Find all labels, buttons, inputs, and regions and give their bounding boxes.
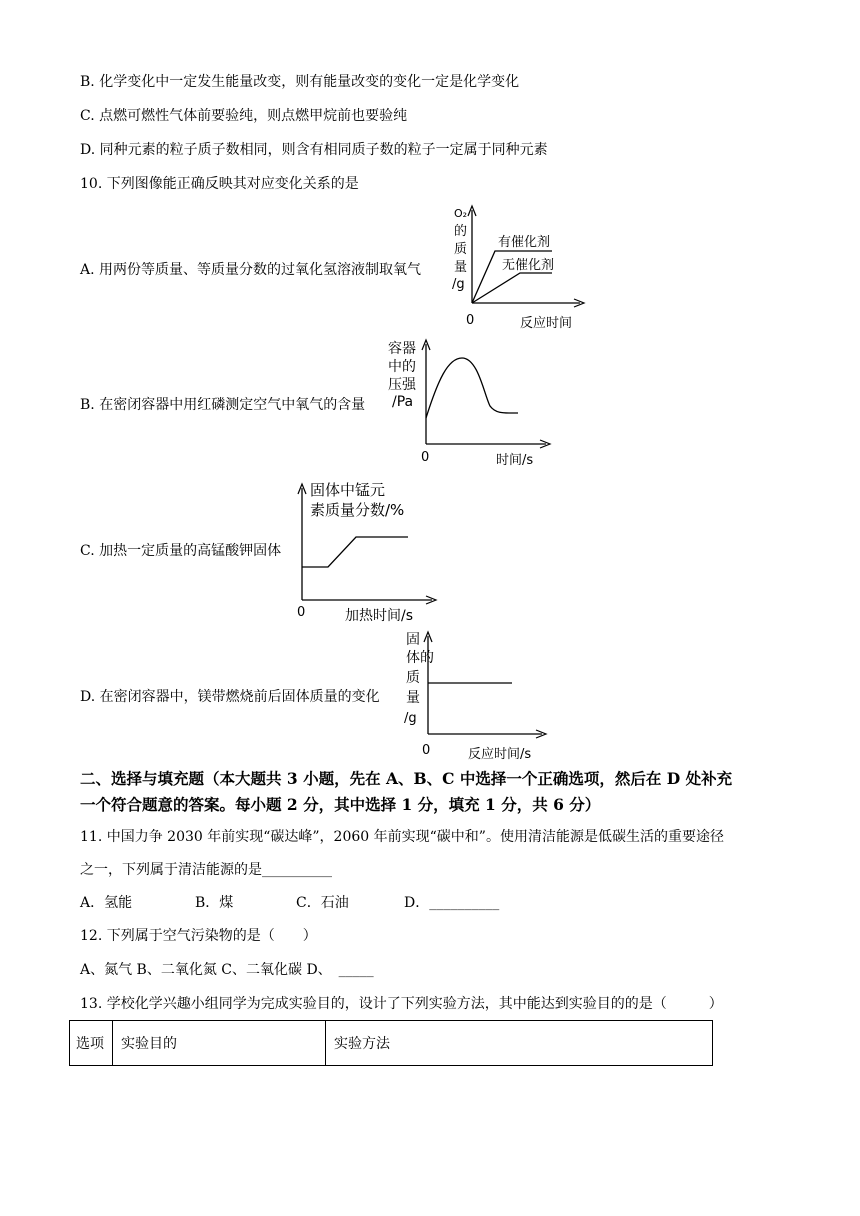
graph-c-ylabel-1: 固体中锰元 <box>310 481 386 499</box>
graph-c-origin: 0 <box>297 605 306 620</box>
q11-stem-line1: 11. 中国力争 2030 年前实现“碳达峰”，2060 年前实现“碳中和”。使用清洁能源是低碳生活的重要途径 <box>80 829 724 845</box>
q12-options: A、氮气 B、二氧化氮 C、二氧化碳 D、 _____ <box>80 962 374 978</box>
q9-option-d: D. 同种元素的粒子质子数相同，则含有相同质子数的粒子一定属于同种元素 <box>80 142 548 158</box>
q11-option-c: C．石油 <box>296 895 349 911</box>
graph-d-ylabel-4: 量 <box>406 690 420 706</box>
graph-b-origin: 0 <box>421 450 430 465</box>
q13-table <box>69 1020 713 1066</box>
q11-option-b: B．煤 <box>195 895 234 911</box>
q9-option-c: C. 点燃可燃性气体前要验纯，则点燃甲烷前也要验纯 <box>80 108 408 124</box>
graph-d-xlabel: 反应时间/s <box>468 747 532 762</box>
graph-a-curve-no-catalyst <box>472 273 552 303</box>
q10-option-b: B. 在密闭容器中用红磷测定空气中氧气的含量 <box>80 397 366 413</box>
q10-graph-b <box>386 336 556 475</box>
graph-a-xlabel: 反应时间 <box>520 316 573 331</box>
q10-option-c: C. 加热一定质量的高锰酸钾固体 <box>80 543 282 559</box>
q11-stem-line2: 之一，下列属于清洁能源的是__________ <box>80 862 332 878</box>
graph-d-ylabel-5: /g <box>404 711 417 726</box>
q12-stem: 12. 下列属于空气污染物的是（ ） <box>80 928 317 944</box>
q10-graph-a <box>440 202 590 336</box>
section2-heading-line1: 二、选择与填充题（本大题共 3 小题，先在 A、B、C 中选择一个正确选项，然后在 D 处补充 <box>80 769 733 788</box>
graph-b-xlabel: 时间/s <box>496 453 534 468</box>
graph-b-ylabel-1: 容器 <box>388 341 416 357</box>
graph-d-origin: 0 <box>422 743 431 758</box>
graph-b-pressure-curve <box>426 358 518 418</box>
q10-option-d: D. 在密闭容器中，镁带燃烧前后固体质量的变化 <box>80 689 380 705</box>
q11-option-a: A．氢能 <box>80 895 133 911</box>
q13-stem: 13. 学校化学兴趣小组同学为完成实验目的，设计了下列实验方法，其中能达到实验目的的是（ ） <box>80 996 723 1012</box>
graph-a-curve2-label: 无催化剂 <box>502 258 555 273</box>
table-header-method: 实验方法 <box>326 1021 713 1066</box>
section2-heading-line2: 一个符合题意的答案。每小题 2 分，其中选择 1 分，填充 1 分，共 6 分） <box>80 795 601 814</box>
q10-graph-c <box>290 478 450 627</box>
graph-a-ylabel-3: 质 <box>454 242 468 257</box>
table-header-option: 选项 <box>70 1021 113 1066</box>
graph-a-ylabel-5: /g <box>452 277 465 292</box>
q10-stem: 10. 下列图像能正确反映其对应变化关系的是 <box>80 176 359 192</box>
graph-b-ylabel-2: 中的 <box>388 359 416 375</box>
graph-a-curve1-label: 有催化剂 <box>498 235 551 250</box>
table-row <box>70 1021 713 1066</box>
q10-option-a: A. 用两份等质量、等质量分数的过氧化氢溶液制取氧气 <box>80 262 422 278</box>
graph-c-xlabel: 加热时间/s <box>345 608 414 623</box>
graph-b-ylabel-3: 压强 <box>388 377 416 393</box>
graph-d-ylabel-2: 体的 <box>406 650 434 666</box>
q9-option-b: B. 化学变化中一定发生能量改变，则有能量改变的变化一定是化学变化 <box>80 74 520 90</box>
graph-a-ylabel-2: 的 <box>454 224 468 239</box>
graph-c-curve <box>302 537 408 567</box>
graph-a-ylabel-1: O₂ <box>454 207 468 220</box>
q10-graph-d <box>400 626 550 766</box>
table-header-purpose: 实验目的 <box>113 1021 326 1066</box>
graph-d-ylabel-1: 固 <box>406 632 420 648</box>
graph-a-origin: 0 <box>466 313 475 328</box>
graph-a-ylabel-4: 量 <box>454 260 468 275</box>
q11-option-d: D．__________ <box>404 895 500 911</box>
q11-options <box>80 893 540 913</box>
graph-c-ylabel-2: 素质量分数/% <box>310 501 405 519</box>
graph-b-ylabel-4: /Pa <box>392 394 414 410</box>
graph-d-ylabel-3: 质 <box>406 670 420 686</box>
